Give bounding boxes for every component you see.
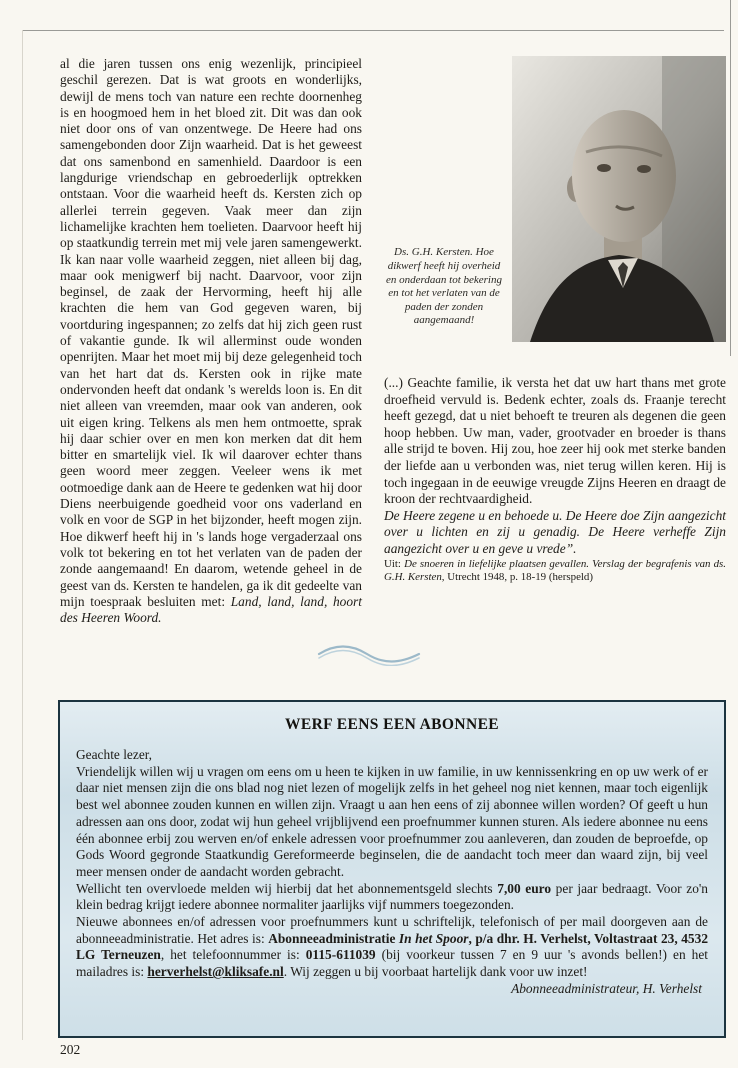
text-run: Utrecht 1948, p. 18-19 (herspeld)	[444, 570, 593, 583]
photo-with-caption	[384, 56, 726, 342]
text-run: Land, land, land, hoort des Heeren Woord.	[60, 593, 362, 626]
subscribe-box-body	[76, 747, 708, 998]
text-run: (bij voorkeur tussen 7 en 9 uur 's avonds bellen!) en het mailadres is:	[76, 947, 709, 980]
source-citation	[384, 558, 726, 584]
text-run: Abonneeadministratie	[268, 930, 399, 946]
text-run: De snoeren in liefelijke plaatsen gevallen. Verslag der begrafenis van ds. G.H. Kersten,	[384, 557, 727, 583]
text-run: per jaar bedraagt. Voor zo'n klein bedrag krijgt iedere abonnee normaliter jaarlijks vijf nummers toegezonden.	[76, 880, 708, 913]
text-run: 7,00 euro	[497, 880, 552, 896]
page-frame-left-rule	[22, 30, 23, 1040]
photo-caption: Ds. G.H. Kersten. Hoe dikwerf heeft hij overheid en onderdaan tot bekering en tot het verlaten van de paden der zonden aangemaand!	[386, 246, 502, 327]
text-run: 0115-611039	[305, 947, 376, 963]
article-right-column	[384, 56, 726, 584]
signature: Abonneeadministrateur, H. Verhelst	[511, 980, 702, 996]
page-number: 202	[60, 1042, 81, 1057]
article-body-paragraph	[60, 56, 362, 626]
kersten-portrait-photo	[512, 56, 726, 342]
subscribe-box-title: WERF EENS EEN ABONNEE	[284, 716, 500, 733]
subscribe-paragraph-3	[76, 914, 708, 981]
text-run: Uit:	[384, 557, 405, 570]
text-run: , p/a dhr. H. Verhelst, Voltastraat 23, 4532 LG Terneuzen	[76, 930, 709, 963]
portrait-photo-icon	[512, 56, 726, 342]
text-run: Wellicht ten overvloede melden wij hierbij dat het abonnementsgeld slechts	[76, 880, 498, 896]
page-frame-top-rule	[22, 30, 724, 31]
text-run: al die jaren tussen ons enig wezenlijk, principieel geschil gerezen. Dat is wat groots en wonderlijks, dewijl de mens toch van nature een rechte doornenheg is en hoogmoed hem in het bloed zit. Dit was dan ook niet door ons of van onzentwege. De Heere had ons samengebonden door Zijn waarheid. Dat is het geweest dat ons samenbond en samenhield. Daardoor is een langdurige vriendschap en gebroederlijk optrekken ontstaan. Voor die waarheid heeft ds. Kersten zich op allerlei terrein gegeven. Vaak meer dan zijn lichamelijke krachten hem toelieten. Daarvoor heeft hij op staatkundig terrein met mij vele jaren samengewerkt. Ik kan naar volle waarheid zeggen, niet alleen bij dag, maar ook menigwerf bij nacht. Daarvoor, voor zijn beginsel, de zaak der Hervorming, heeft hij alle krachten die hem van God gegeven waren, bij voortduring ingespannen; zo zelfs dat hij zich geen rust of vakantie gunde. Ik wil allerminst oude wonden openrijten. Maar het moet mij bij deze gelegenheid toch van het hart dat ds. Kersten ook in rijke mate ondervonden heeft dat ondank 's werelds loon is. En dit niet alleen van vreemden, maar ook van anderen, ook uit eigen kring. Telkens als men hem ontmoette, sprak hij daar schier over en men kon merken dat dit hem bitter en smartelijk viel. Ik wil daarover echter thans geen woord meer zeggen. Veeleer wens ik met ootmoedige dank aan de Heere te gedenken wat hij door Diens neerbuigende goedheid voor ons vaderland en volk en voor de SGP in het bijzonder, heeft mogen zijn. Hoe dikwerf heeft hij in 's lands hoge vergaderzaal ons volk tot bekering en tot het verlaten van de paden der zonde aangemaand! En daarom, wetende geheel in de geest van ds. Kersten te handelen, ga ik dit gedeelte van mijn toespraak besluiten met:	[60, 56, 362, 609]
subscribe-paragraph-1: Vriendelijk willen wij u vragen om eens om u heen te kijken in uw familie, in uw kennissenkring en op uw werk of er daar niet mensen zijn die ons blad nog niet lezen of mogelijk zelfs in het geheel nog niet kennen, maar toch eigenlijk best wel abonnee zouden kunnen en willen zijn. Vraagt u aan hen eens of zij abonnee willen worden? Of geeft u hun adressen aan ons door, zodat wij hun geheel vrijblijvend een proefnummer kunnen sturen. Als iedere abonnee nu eens één abonnee erbij zou werven en/of enkele adressen voor proefnummer zou aanleveren, dan zouden de beproefde, op Gods Woord gegronde Staatkundig Gereformeerde beginselen, die de aandacht toch meer dan waard zijn, bij veel meer mensen onder de aandacht worden gebracht.	[76, 763, 708, 879]
text-run: herverhelst@kliksafe.nl	[147, 964, 284, 980]
text-run: . Wij zeggen u bij voorbaat hartelijk dank voor uw inzet!	[283, 964, 588, 980]
page-frame-right-rule	[730, 0, 731, 356]
salutation: Geachte lezer,	[76, 747, 153, 762]
text-run: , het telefoonnummer is:	[160, 947, 306, 963]
wave-divider-icon	[313, 642, 425, 671]
subscribe-advert-box	[58, 700, 726, 1038]
letter-text	[384, 375, 726, 584]
subscribe-paragraph-2	[76, 881, 708, 914]
text-run: In het Spoor	[398, 930, 469, 946]
text-run: Nieuwe abonnees en/of adressen voor proefnummers kunt u schriftelijk, telefonisch of per mail doorgeven aan de abonneeadministratie. Het adres is:	[76, 914, 708, 946]
letter-paragraph: (...) Geachte familie, ik versta het dat uw hart thans met grote droefheid vervuld is. Bedenk echter, zoals ds. Fraanje terecht heeft gezegd, dat u niet behoeft te treuren als degenen die geen hoop hebben. Uw man, vader, grootvader en broeder is thans alle strijd te boven. Hij zou, hoe zeer hij ook met sterke banden der liefde aan u verbonden was, niet terug willen keren. Hij is toch ingegaan in de eeuwige vreugde Zijns Heeren en draagt de kroon der rechtvaardigheid.	[384, 375, 726, 507]
blessing-paragraph: De Heere zegene u en behoede u. De Heere doe Zijn aangezicht over u lichten en zij u genadig. De Heere verheffe Zijn aangezicht over u en geve u vrede”.	[384, 507, 726, 556]
article-left-column	[60, 56, 362, 626]
